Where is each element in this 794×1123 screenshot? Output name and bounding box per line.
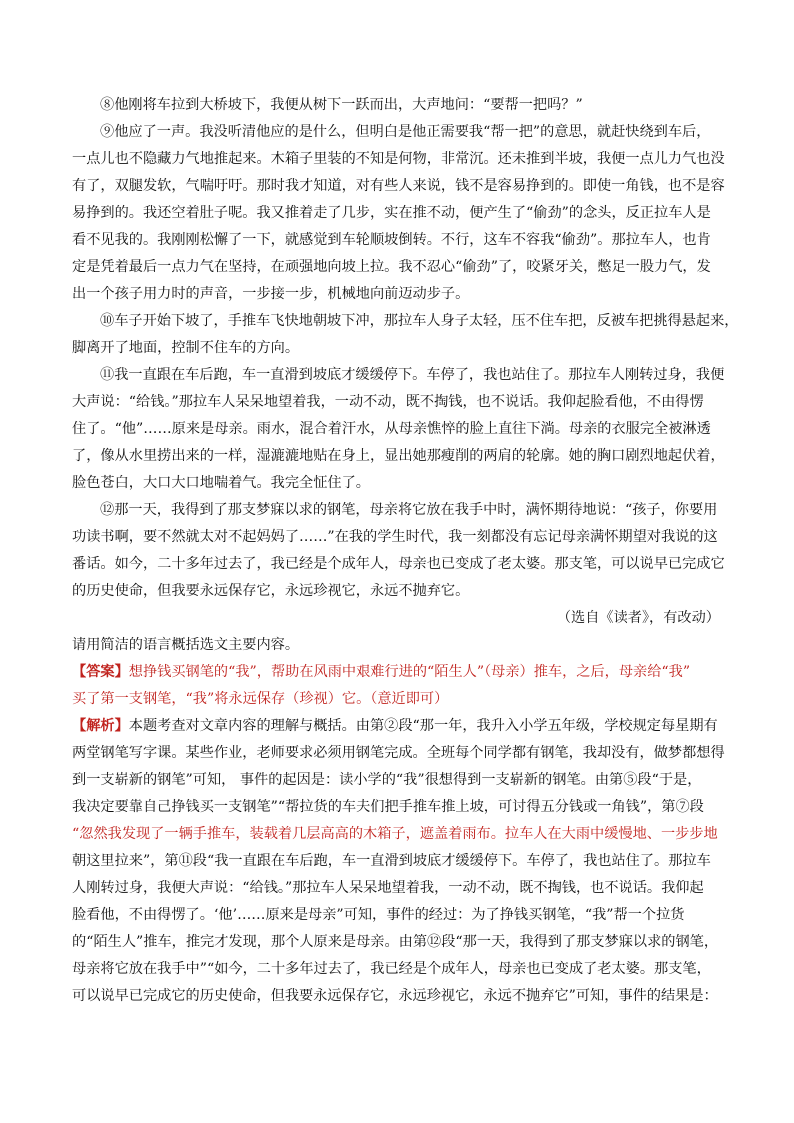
answer-text: 买了第一支钢笔，“我”将永远保存（珍视）它。（意近即可） <box>72 691 449 707</box>
paragraph-10 <box>72 308 739 362</box>
text-line: 大声说：“给钱。”那拉车人呆呆地望着我，一动不动，既不掏钱，也不说话。我仰起脸看他，不由得愣 <box>72 394 704 410</box>
text-line: 了，像从水里捞出来的一样，湿漉漉地贴在身上，显出她那瘦削的两肩的轮廓。她的胸口剧烈地起伏着， <box>72 448 725 464</box>
text-line: “忽然我发现了一辆手推车，装载着几层高高的木箱子，遮盖着雨布。拉车人在大雨中缓慢地、一步步地 <box>72 826 718 842</box>
text-line: 出一个孩子用力时的声音，一步接一步，机械地向前迈动步子。 <box>72 286 470 302</box>
text-line: ⑩车子开始下坡了，手推车飞快地朝坡下冲，那拉车人身子太轻，压不住车把，反被车把挑得悬起来， <box>100 313 739 329</box>
text-line: 人刚转过身，我便大声说：“给钱。”那拉车人呆呆地望着我，一动不动，既不掏钱，也不说话。我仰起 <box>72 880 704 896</box>
text-line: 脸看他，不由得愣了。‘他’……原来是母亲”可知，事件的经过：为了挣钱买钢笔，“我”帮一个拉货 <box>72 907 685 923</box>
source-citation: （选自《读者》，有改动） <box>556 610 720 626</box>
paragraph-12 <box>72 497 725 605</box>
paragraph-9 <box>72 119 725 308</box>
text-line: 我决定要靠自己挣钱买一支钢笔”“帮拉货的车夫们把手推车推上坡，可讨得五分钱或一角钱”，第⑦段 <box>72 799 704 815</box>
text-line: 功读书啊，要不然就太对不起妈妈了……”在我的学生时代，我一刻都没有忘记母亲满怀期望对我说的这 <box>72 529 718 545</box>
analysis-text: 推车，推完才发现，那个人原来是母亲。由第⑫段“那一天，我得到了那支梦寐以求的钢笔， <box>143 934 719 950</box>
analysis-section <box>72 713 725 1010</box>
document-page <box>72 92 739 1010</box>
text-line: 脸色苍白，大口大口地喘着气。我完全怔住了。 <box>72 475 370 491</box>
text-line: 有了，双腿发软，气喘吁吁。那时我才知道，对有些人来说，钱不是容易挣到的。即使一角钱，也不是容 <box>72 178 725 194</box>
text-line: 一点儿也不隐藏力气地推起来。木箱子里装的不知是何物，非常沉。还未推到半坡，我便一点儿力气也没 <box>72 151 725 167</box>
text-line: 番话。如今，二十多年过去了，我已经是个成年人，母亲也已变成了老太婆。那支笔，可以说早已完成它 <box>72 556 725 572</box>
text-line <box>72 713 722 740</box>
text-line: 到一支崭新的钢笔”可知， 事件的起因是：读小学的“我”很想得到一支崭新的钢笔。由第⑤段“于是， <box>72 772 702 788</box>
text-line: ⑪我一直跟在车后跑，车一直滑到坡底才缓缓停下。车停了，我也站住了。那拉车人刚转过身，我便 <box>100 367 725 383</box>
answer-text: 想挣钱买钢笔的“我”，帮助在风雨中艰难行进的“陌生人”（母亲）推车，之后，母亲给“我” <box>128 664 691 680</box>
text-line <box>72 929 722 956</box>
text-line: ⑫那一天，我得到了那支梦寐以求的钢笔，母亲将它放在我手中时，满怀期待地说：“孩子，你要用 <box>100 502 718 518</box>
text-line: 可以说早已完成它的历史使命，但我要永远保存它，永远珍视它，永远不抛弃它”可知，事件的结果是： <box>72 988 718 1004</box>
analysis-text: 的“陌生人” <box>72 934 144 950</box>
text-line: 易挣到的。我还空着肚子呢。我又推着走了几步，实在推不动，便产生了“偷劲”的念头，反正拉车人是 <box>72 205 711 221</box>
text-line: ⑨他应了一声。我没听清他应的是什么，但明白是他正需要我“帮一把”的意思，就赶快绕到车后， <box>100 124 711 140</box>
paragraph-11 <box>72 362 725 497</box>
text-line: 的历史使命，但我要永远保存它，永远珍视它，永远不抛弃它。 <box>72 583 470 599</box>
text-line: 定是凭着最后一点力气在坚持，在顽强地向坡上拉。我不忍心“偷劲”了，咬紧牙关，憋足一股力气，发 <box>72 259 711 275</box>
answer-section <box>72 659 722 713</box>
text-line: ⑧他刚将车拉到大桥坡下，我便从树下一跃而出，大声地问：“要帮一把吗？” <box>100 97 583 113</box>
text-line: 看不见我的。我刚刚松懈了一下，就感觉到车轮顺坡倒转。不行，这车不容我“偷劲”。那拉车人，也肯 <box>72 232 711 248</box>
text-line: 住了。“他”……原来是母亲。雨水，混合着汗水，从母亲憔悴的脸上直往下淌。母亲的衣服完全被淋透 <box>72 421 711 437</box>
text-line: 母亲将它放在我手中”“如今，二十多年过去了，我已经是个成年人，母亲也已变成了老太婆。那支笔， <box>72 961 711 977</box>
analysis-text: 本题考查对文章内容的理解与概括。由第②段“那一年，我升入小学五年级，学校规定每星期有 <box>128 718 718 734</box>
question-text: 请用简洁的语言概括选文主要内容。 <box>72 637 300 653</box>
text-line: 两堂钢笔写字课。某些作业，老师要求必须用钢笔完成。全班每个同学都有钢笔，我却没有，做梦都想得 <box>72 745 725 761</box>
text-line: 朝这里拉来”，第⑪段“我一直跟在车后跑，车一直滑到坡底才缓缓停下。车停了，我也站住了。那拉车 <box>72 853 711 869</box>
analysis-tag: 【解析】 <box>72 718 129 734</box>
paragraph-8 <box>72 92 722 119</box>
text-line: 脚离开了地面，控制不住车的方向。 <box>72 340 300 356</box>
answer-tag: 【答案】 <box>72 664 129 680</box>
text-line <box>72 659 722 686</box>
